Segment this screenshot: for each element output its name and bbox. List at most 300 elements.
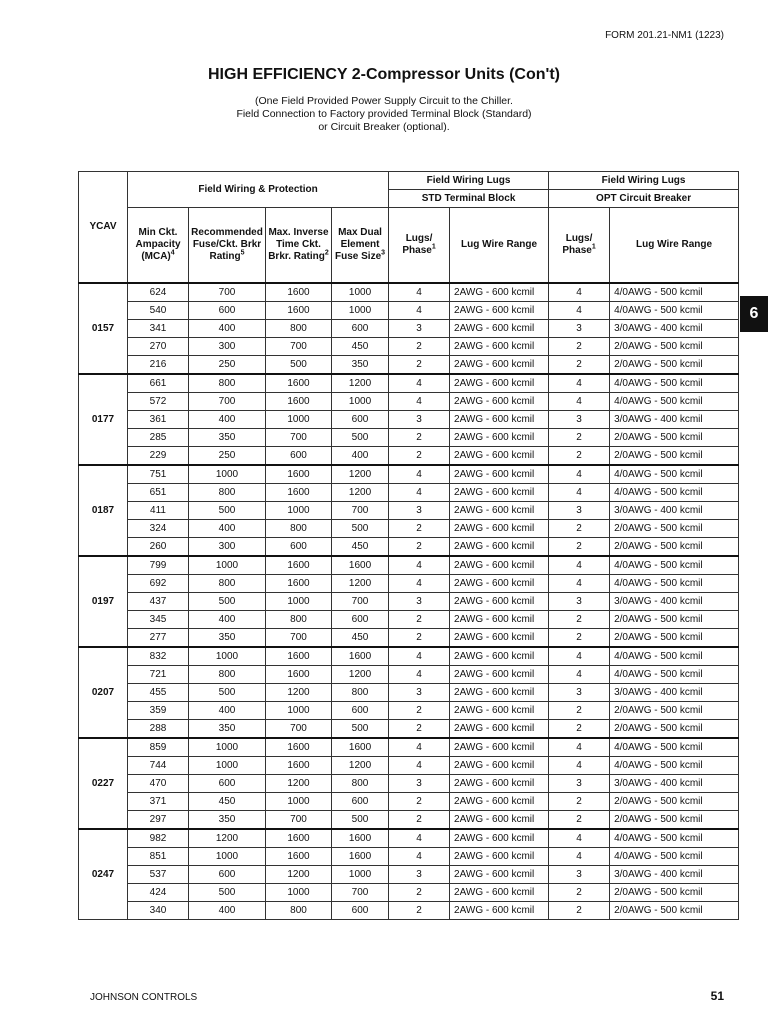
lugs-phase-std-cell: 3 (389, 320, 450, 338)
lugs-phase-opt-cell: 2 (549, 447, 610, 466)
max-inverse-cell: 1600 (266, 465, 332, 484)
lugs-phase-opt-cell: 4 (549, 757, 610, 775)
lugs-phase-opt-cell: 2 (549, 356, 610, 375)
max-inverse-cell: 700 (266, 629, 332, 648)
lug-wire-range-opt-cell: 2/0AWG - 500 kcmil (610, 429, 739, 447)
recommended-cell: 1000 (189, 848, 266, 866)
lug-wire-range-opt-cell: 4/0AWG - 500 kcmil (610, 374, 739, 393)
max-dual-cell: 1000 (332, 393, 389, 411)
lug-wire-range-std-cell: 2AWG - 600 kcmil (450, 902, 549, 920)
lugs-phase-opt-cell: 2 (549, 611, 610, 629)
lug-wire-range-std-cell: 2AWG - 600 kcmil (450, 629, 549, 648)
lug-wire-range-std-cell: 2AWG - 600 kcmil (450, 374, 549, 393)
max-dual-cell: 1200 (332, 575, 389, 593)
lugs-phase-opt-cell: 4 (549, 283, 610, 302)
max-dual-cell: 1200 (332, 484, 389, 502)
table-row (79, 793, 739, 811)
lugs-phase-std-cell: 2 (389, 338, 450, 356)
max-dual-cell: 500 (332, 429, 389, 447)
lugs-phase-opt-cell: 2 (549, 793, 610, 811)
lug-wire-range-std-cell: 2AWG - 600 kcmil (450, 575, 549, 593)
max-dual-cell: 350 (332, 356, 389, 375)
table-row (79, 302, 739, 320)
table-row (79, 447, 739, 466)
lugs-phase-opt-cell: 3 (549, 775, 610, 793)
lug-wire-range-std-cell: 2AWG - 600 kcmil (450, 738, 549, 757)
table-row (79, 575, 739, 593)
max-inverse-cell: 1200 (266, 684, 332, 702)
recommended-cell: 400 (189, 520, 266, 538)
recommended-cell: 300 (189, 338, 266, 356)
max-inverse-cell: 1000 (266, 593, 332, 611)
lug-wire-range-std-cell: 2AWG - 600 kcmil (450, 393, 549, 411)
lugs-phase-opt-cell: 4 (549, 829, 610, 848)
max-dual-cell: 1200 (332, 757, 389, 775)
max-dual-cell: 1600 (332, 647, 389, 666)
max-inverse-cell: 1000 (266, 793, 332, 811)
header-opt-circuit-breaker: OPT Circuit Breaker (549, 190, 739, 208)
lugs-phase-opt-cell: 4 (549, 302, 610, 320)
lugs-phase-opt-cell: 4 (549, 575, 610, 593)
table-row (79, 666, 739, 684)
mca-cell: 277 (128, 629, 189, 648)
max-inverse-cell: 1000 (266, 411, 332, 429)
max-dual-cell: 700 (332, 593, 389, 611)
table-row (79, 374, 739, 393)
lugs-phase-opt-cell: 2 (549, 884, 610, 902)
mca-cell: 859 (128, 738, 189, 757)
lugs-phase-opt-cell: 4 (549, 374, 610, 393)
header-field-wiring-lugs-std: Field Wiring Lugs (389, 172, 549, 190)
lug-wire-range-opt-cell: 3/0AWG - 400 kcmil (610, 502, 739, 520)
recommended-cell: 450 (189, 793, 266, 811)
header-lugs-phase-opt: Lugs/ Phase$^1$ (549, 208, 610, 284)
recommended-cell: 400 (189, 320, 266, 338)
lugs-phase-std-cell: 4 (389, 465, 450, 484)
header-max-inverse-time: Max. Inverse Time Ckt. Brkr. Rating$^2$ (266, 208, 332, 284)
table-body (79, 283, 739, 920)
subtitle-line: Field Connection to Factory provided Terminal Block (Standard) (236, 108, 532, 120)
footer-company: JOHNSON CONTROLS (90, 992, 198, 1003)
form-id: FORM 201.21-NM1 (1223) (605, 30, 724, 41)
lug-wire-range-opt-cell: 3/0AWG - 400 kcmil (610, 411, 739, 429)
recommended-cell: 350 (189, 629, 266, 648)
lugs-phase-std-cell: 2 (389, 538, 450, 557)
lug-wire-range-opt-cell: 2/0AWG - 500 kcmil (610, 356, 739, 375)
lugs-phase-opt-cell: 4 (549, 484, 610, 502)
page-number: 51 (710, 989, 724, 1003)
lug-wire-range-opt-cell: 4/0AWG - 500 kcmil (610, 302, 739, 320)
max-inverse-cell: 700 (266, 811, 332, 830)
lug-wire-range-std-cell: 2AWG - 600 kcmil (450, 484, 549, 502)
lug-wire-range-opt-cell: 3/0AWG - 400 kcmil (610, 684, 739, 702)
max-inverse-cell: 600 (266, 538, 332, 557)
lug-wire-range-opt-cell: 2/0AWG - 500 kcmil (610, 538, 739, 557)
lugs-phase-std-cell: 4 (389, 484, 450, 502)
max-inverse-cell: 1600 (266, 393, 332, 411)
lugs-phase-opt-cell: 2 (549, 629, 610, 648)
lug-wire-range-std-cell: 2AWG - 600 kcmil (450, 593, 549, 611)
lug-wire-range-std-cell: 2AWG - 600 kcmil (450, 666, 549, 684)
mca-cell: 751 (128, 465, 189, 484)
table-row (79, 484, 739, 502)
lug-wire-range-opt-cell: 3/0AWG - 400 kcmil (610, 593, 739, 611)
table-row (79, 538, 739, 557)
max-inverse-cell: 800 (266, 611, 332, 629)
lug-wire-range-opt-cell: 4/0AWG - 500 kcmil (610, 757, 739, 775)
lug-wire-range-opt-cell: 2/0AWG - 500 kcmil (610, 447, 739, 466)
max-inverse-cell: 1600 (266, 647, 332, 666)
lugs-phase-opt-cell: 3 (549, 684, 610, 702)
mca-cell: 341 (128, 320, 189, 338)
recommended-cell: 400 (189, 411, 266, 429)
lugs-phase-opt-cell: 2 (549, 811, 610, 830)
mca-cell: 371 (128, 793, 189, 811)
lugs-phase-opt-cell: 2 (549, 902, 610, 920)
max-inverse-cell: 1600 (266, 757, 332, 775)
mca-cell: 297 (128, 811, 189, 830)
table-row (79, 757, 739, 775)
mca-cell: 661 (128, 374, 189, 393)
header-max-dual-element: Max Dual Element Fuse Size$^3$ (332, 208, 389, 284)
table-row (79, 629, 739, 648)
lugs-phase-std-cell: 2 (389, 447, 450, 466)
lug-wire-range-std-cell: 2AWG - 600 kcmil (450, 757, 549, 775)
max-dual-cell: 1000 (332, 866, 389, 884)
ycav-model-cell: 0177 (79, 374, 128, 465)
lug-wire-range-std-cell: 2AWG - 600 kcmil (450, 848, 549, 866)
mca-cell: 260 (128, 538, 189, 557)
wiring-spec-table (78, 171, 739, 920)
lugs-phase-opt-cell: 3 (549, 320, 610, 338)
ycav-model-cell: 0197 (79, 556, 128, 647)
recommended-cell: 500 (189, 593, 266, 611)
lug-wire-range-std-cell: 2AWG - 600 kcmil (450, 611, 549, 629)
recommended-cell: 1200 (189, 829, 266, 848)
recommended-cell: 700 (189, 393, 266, 411)
max-inverse-cell: 1600 (266, 738, 332, 757)
ycav-model-cell: 0187 (79, 465, 128, 556)
mca-cell: 424 (128, 884, 189, 902)
max-inverse-cell: 500 (266, 356, 332, 375)
lug-wire-range-std-cell: 2AWG - 600 kcmil (450, 775, 549, 793)
table-row (79, 520, 739, 538)
mca-cell: 572 (128, 393, 189, 411)
mca-cell: 624 (128, 283, 189, 302)
recommended-cell: 600 (189, 775, 266, 793)
lug-wire-range-std-cell: 2AWG - 600 kcmil (450, 720, 549, 739)
table-row (79, 320, 739, 338)
mca-cell: 470 (128, 775, 189, 793)
lug-wire-range-opt-cell: 4/0AWG - 500 kcmil (610, 465, 739, 484)
mca-cell: 359 (128, 702, 189, 720)
lugs-phase-std-cell: 4 (389, 393, 450, 411)
lugs-phase-opt-cell: 2 (549, 338, 610, 356)
max-dual-cell: 500 (332, 720, 389, 739)
lug-wire-range-std-cell: 2AWG - 600 kcmil (450, 338, 549, 356)
max-dual-cell: 400 (332, 447, 389, 466)
max-dual-cell: 800 (332, 775, 389, 793)
mca-cell: 216 (128, 356, 189, 375)
lugs-phase-opt-cell: 2 (549, 702, 610, 720)
lug-wire-range-std-cell: 2AWG - 600 kcmil (450, 411, 549, 429)
lug-wire-range-std-cell: 2AWG - 600 kcmil (450, 465, 549, 484)
lug-wire-range-opt-cell: 2/0AWG - 500 kcmil (610, 811, 739, 830)
ycav-model-cell: 0227 (79, 738, 128, 829)
lug-wire-range-opt-cell: 4/0AWG - 500 kcmil (610, 484, 739, 502)
lug-wire-range-std-cell: 2AWG - 600 kcmil (450, 283, 549, 302)
lug-wire-range-std-cell: 2AWG - 600 kcmil (450, 302, 549, 320)
lug-wire-range-std-cell: 2AWG - 600 kcmil (450, 702, 549, 720)
mca-cell: 540 (128, 302, 189, 320)
table-row (79, 502, 739, 520)
max-dual-cell: 450 (332, 538, 389, 557)
subtitle-line: or Circuit Breaker (optional). (318, 121, 450, 133)
max-inverse-cell: 800 (266, 320, 332, 338)
max-dual-cell: 450 (332, 629, 389, 648)
lugs-phase-std-cell: 2 (389, 611, 450, 629)
lug-wire-range-std-cell: 2AWG - 600 kcmil (450, 520, 549, 538)
lug-wire-range-opt-cell: 4/0AWG - 500 kcmil (610, 393, 739, 411)
lugs-phase-opt-cell: 3 (549, 593, 610, 611)
recommended-cell: 500 (189, 884, 266, 902)
mca-cell: 651 (128, 484, 189, 502)
mca-cell: 285 (128, 429, 189, 447)
ycav-model-cell: 0247 (79, 829, 128, 920)
max-dual-cell: 700 (332, 884, 389, 902)
lug-wire-range-std-cell: 2AWG - 600 kcmil (450, 884, 549, 902)
max-dual-cell: 1600 (332, 848, 389, 866)
max-dual-cell: 500 (332, 811, 389, 830)
max-dual-cell: 600 (332, 611, 389, 629)
lugs-phase-std-cell: 2 (389, 520, 450, 538)
recommended-cell: 600 (189, 866, 266, 884)
section-tab: 6 (740, 296, 768, 332)
lug-wire-range-opt-cell: 2/0AWG - 500 kcmil (610, 338, 739, 356)
max-inverse-cell: 700 (266, 429, 332, 447)
lug-wire-range-opt-cell: 4/0AWG - 500 kcmil (610, 848, 739, 866)
lugs-phase-std-cell: 4 (389, 374, 450, 393)
lugs-phase-std-cell: 3 (389, 502, 450, 520)
subtitle-line: (One Field Provided Power Supply Circuit to the Chiller. (255, 95, 513, 107)
lug-wire-range-opt-cell: 2/0AWG - 500 kcmil (610, 611, 739, 629)
table-row (79, 702, 739, 720)
recommended-cell: 400 (189, 902, 266, 920)
max-inverse-cell: 1000 (266, 502, 332, 520)
lugs-phase-std-cell: 4 (389, 556, 450, 575)
lugs-phase-opt-cell: 4 (549, 738, 610, 757)
max-inverse-cell: 1600 (266, 484, 332, 502)
max-dual-cell: 700 (332, 502, 389, 520)
mca-cell: 744 (128, 757, 189, 775)
recommended-cell: 500 (189, 684, 266, 702)
lug-wire-range-opt-cell: 2/0AWG - 500 kcmil (610, 520, 739, 538)
table-row (79, 829, 739, 848)
table-row (79, 775, 739, 793)
max-inverse-cell: 1600 (266, 848, 332, 866)
recommended-cell: 1000 (189, 757, 266, 775)
table-row (79, 411, 739, 429)
lugs-phase-opt-cell: 2 (549, 520, 610, 538)
max-dual-cell: 1000 (332, 302, 389, 320)
lugs-phase-opt-cell: 4 (549, 465, 610, 484)
lug-wire-range-opt-cell: 4/0AWG - 500 kcmil (610, 556, 739, 575)
lugs-phase-std-cell: 3 (389, 684, 450, 702)
lugs-phase-std-cell: 3 (389, 775, 450, 793)
max-dual-cell: 1200 (332, 374, 389, 393)
lug-wire-range-opt-cell: 4/0AWG - 500 kcmil (610, 283, 739, 302)
mca-cell: 361 (128, 411, 189, 429)
mca-cell: 229 (128, 447, 189, 466)
max-dual-cell: 800 (332, 684, 389, 702)
header-std-terminal-block: STD Terminal Block (389, 190, 549, 208)
max-inverse-cell: 700 (266, 720, 332, 739)
mca-cell: 437 (128, 593, 189, 611)
lug-wire-range-std-cell: 2AWG - 600 kcmil (450, 447, 549, 466)
header-lugs-phase-std: Lugs/ Phase$^1$ (389, 208, 450, 284)
table-row (79, 647, 739, 666)
lug-wire-range-opt-cell: 2/0AWG - 500 kcmil (610, 720, 739, 739)
lugs-phase-opt-cell: 2 (549, 720, 610, 739)
max-inverse-cell: 800 (266, 520, 332, 538)
recommended-cell: 1000 (189, 647, 266, 666)
header-lug-wire-range-opt: Lug Wire Range (610, 208, 739, 284)
lugs-phase-opt-cell: 4 (549, 666, 610, 684)
table-row (79, 283, 739, 302)
header-field-wiring-lugs-opt: Field Wiring Lugs (549, 172, 739, 190)
table-row (79, 611, 739, 629)
max-inverse-cell: 1600 (266, 302, 332, 320)
lug-wire-range-opt-cell: 4/0AWG - 500 kcmil (610, 666, 739, 684)
lug-wire-range-std-cell: 2AWG - 600 kcmil (450, 793, 549, 811)
lugs-phase-opt-cell: 3 (549, 866, 610, 884)
recommended-cell: 800 (189, 575, 266, 593)
lug-wire-range-opt-cell: 4/0AWG - 500 kcmil (610, 829, 739, 848)
lug-wire-range-std-cell: 2AWG - 600 kcmil (450, 320, 549, 338)
header-mca: Min Ckt. Ampacity (MCA)$^4$ (128, 208, 189, 284)
recommended-cell: 700 (189, 283, 266, 302)
max-dual-cell: 600 (332, 702, 389, 720)
mca-cell: 411 (128, 502, 189, 520)
max-inverse-cell: 700 (266, 338, 332, 356)
mca-cell: 537 (128, 866, 189, 884)
recommended-cell: 350 (189, 720, 266, 739)
lugs-phase-opt-cell: 4 (549, 647, 610, 666)
lug-wire-range-std-cell: 2AWG - 600 kcmil (450, 684, 549, 702)
lug-wire-range-opt-cell: 3/0AWG - 400 kcmil (610, 775, 739, 793)
lug-wire-range-opt-cell: 2/0AWG - 500 kcmil (610, 629, 739, 648)
lugs-phase-opt-cell: 3 (549, 411, 610, 429)
lugs-phase-opt-cell: 2 (549, 429, 610, 447)
lugs-phase-opt-cell: 4 (549, 393, 610, 411)
max-inverse-cell: 1600 (266, 666, 332, 684)
lugs-phase-std-cell: 2 (389, 884, 450, 902)
lug-wire-range-std-cell: 2AWG - 600 kcmil (450, 647, 549, 666)
lugs-phase-std-cell: 3 (389, 593, 450, 611)
table-row (79, 393, 739, 411)
lug-wire-range-opt-cell: 2/0AWG - 500 kcmil (610, 884, 739, 902)
mca-cell: 288 (128, 720, 189, 739)
max-dual-cell: 600 (332, 320, 389, 338)
lugs-phase-std-cell: 4 (389, 757, 450, 775)
mca-cell: 982 (128, 829, 189, 848)
lug-wire-range-opt-cell: 4/0AWG - 500 kcmil (610, 738, 739, 757)
lug-wire-range-opt-cell: 3/0AWG - 400 kcmil (610, 866, 739, 884)
table-row (79, 902, 739, 920)
mca-cell: 832 (128, 647, 189, 666)
lug-wire-range-std-cell: 2AWG - 600 kcmil (450, 866, 549, 884)
table-row (79, 356, 739, 375)
header-recommended-rating: Recommended Fuse/Ckt. Brkr Rating$^5$ (189, 208, 266, 284)
lug-wire-range-opt-cell: 4/0AWG - 500 kcmil (610, 575, 739, 593)
recommended-cell: 800 (189, 484, 266, 502)
lug-wire-range-opt-cell: 2/0AWG - 500 kcmil (610, 902, 739, 920)
table-row (79, 848, 739, 866)
recommended-cell: 300 (189, 538, 266, 557)
max-dual-cell: 1600 (332, 738, 389, 757)
mca-cell: 851 (128, 848, 189, 866)
lugs-phase-std-cell: 2 (389, 902, 450, 920)
max-inverse-cell: 1600 (266, 575, 332, 593)
recommended-cell: 350 (189, 811, 266, 830)
mca-cell: 324 (128, 520, 189, 538)
max-inverse-cell: 1600 (266, 556, 332, 575)
lugs-phase-std-cell: 2 (389, 720, 450, 739)
lug-wire-range-std-cell: 2AWG - 600 kcmil (450, 538, 549, 557)
max-dual-cell: 600 (332, 902, 389, 920)
header-field-wiring-protection: Field Wiring & Protection (128, 172, 389, 208)
lugs-phase-std-cell: 4 (389, 738, 450, 757)
mca-cell: 270 (128, 338, 189, 356)
max-dual-cell: 600 (332, 411, 389, 429)
lugs-phase-opt-cell: 3 (549, 502, 610, 520)
ycav-model-cell: 0207 (79, 647, 128, 738)
recommended-cell: 1000 (189, 465, 266, 484)
ycav-model-cell: 0157 (79, 283, 128, 374)
table-row (79, 338, 739, 356)
header-lug-wire-range-std: Lug Wire Range (450, 208, 549, 284)
recommended-cell: 1000 (189, 556, 266, 575)
lugs-phase-opt-cell: 4 (549, 848, 610, 866)
lug-wire-range-std-cell: 2AWG - 600 kcmil (450, 502, 549, 520)
lug-wire-range-std-cell: 2AWG - 600 kcmil (450, 811, 549, 830)
max-inverse-cell: 1000 (266, 884, 332, 902)
header-ycav: YCAV (79, 172, 128, 284)
lug-wire-range-opt-cell: 2/0AWG - 500 kcmil (610, 793, 739, 811)
max-dual-cell: 1600 (332, 556, 389, 575)
recommended-cell: 800 (189, 374, 266, 393)
lug-wire-range-std-cell: 2AWG - 600 kcmil (450, 429, 549, 447)
max-inverse-cell: 1000 (266, 702, 332, 720)
mca-cell: 345 (128, 611, 189, 629)
max-dual-cell: 450 (332, 338, 389, 356)
table-row (79, 811, 739, 830)
max-dual-cell: 1200 (332, 465, 389, 484)
lugs-phase-opt-cell: 4 (549, 556, 610, 575)
lugs-phase-std-cell: 4 (389, 829, 450, 848)
table-row (79, 429, 739, 447)
recommended-cell: 400 (189, 702, 266, 720)
table-row (79, 720, 739, 739)
table-row (79, 738, 739, 757)
lugs-phase-std-cell: 4 (389, 575, 450, 593)
table-row (79, 465, 739, 484)
mca-cell: 692 (128, 575, 189, 593)
lugs-phase-std-cell: 3 (389, 866, 450, 884)
recommended-cell: 800 (189, 666, 266, 684)
recommended-cell: 400 (189, 611, 266, 629)
max-inverse-cell: 800 (266, 902, 332, 920)
